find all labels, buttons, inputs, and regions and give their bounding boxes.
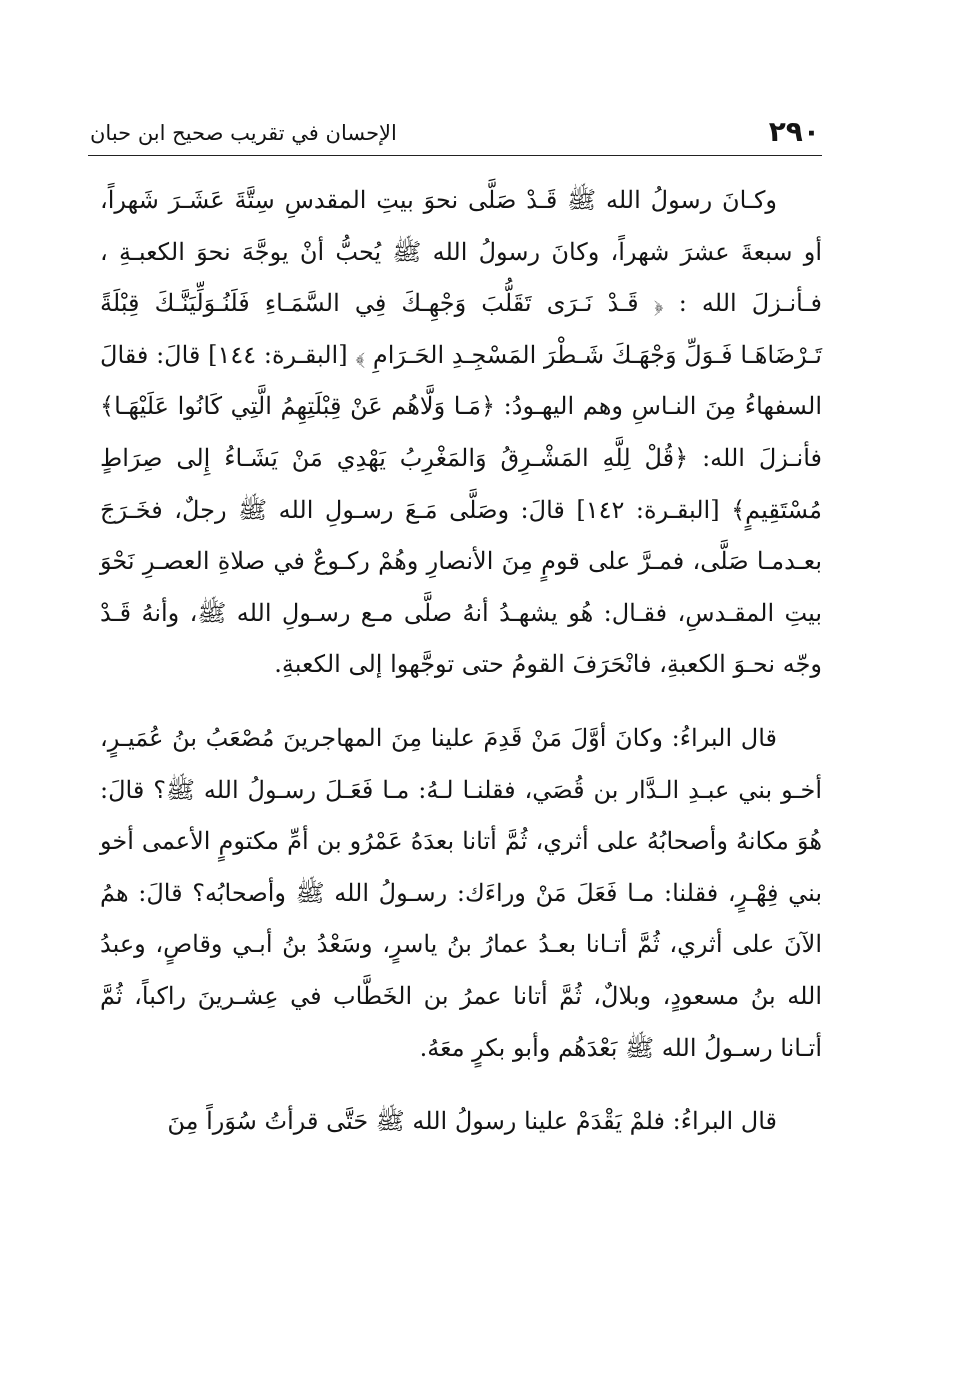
paragraph-2: قال البراءُ: وكانَ أوَّلَ مَنْ قَدِمَ علينا مِنَ المهاجرينَ مُصْعَبُ بنُ عُمَيـرٍ، أخـو بني عبـدِ الـدَّار بن قُصَي، فقلنـا لـهُ: مـا فَعَـلَ رسـولُ الله ﷺ؟ قالَ: هُوَ مكانهُ وأصحابُهُ على أثري، ثُمَّ أتانا بعدَهُ عَمْرُو بن أمِّ مكتومٍ الأعمى أخو بني فِهْـرٍ، فقلنا: مـا فَعَلَ مَنْ وراءَك: رسـولُ الله ﷺ وأصحابُه؟ قالَ: همُ الآنَ على أثري، ثُمَّ أتـانا بعـدُ عمارُ بنُ ياسرٍ، وسَعْدُ بنُ أبـي وقاصٍ، وعبدُ الله بنُ مسعودٍ، وبلالٌ، ثُمَّ أتانا عمرُ بن الخَطَّاب في عِشـرينَ راكباً، ثُمَّ أتـانا رسـولُ الله ﷺ بَعْدَهُم وأبو بكرٍ معَهُ. — [100, 723, 822, 1062]
header-divider — [88, 155, 822, 156]
paragraph-3: قال البراءُ: فلمْ يَقْدَمْ علينا رسولُ الله ﷺ حَتَّى قرأتُ سُوَراً مِنَ — [167, 1107, 777, 1136]
book-title: الإحسان في تقريب صحيح ابن حبان — [90, 121, 397, 145]
running-header — [90, 112, 820, 152]
body-text — [100, 175, 822, 1148]
paragraph-1: وكـانَ رسولُ الله ﷺ قَـدْ صَلَّى نحوَ بيتِ المقدسِ سِتَّةَ عَشَـرَ شَهراً، أو سبعةَ عشرَ شهراً، وكانَ رسولُ الله ﷺ يُحبُّ أنْ يوجَّهَ نحوَ الكعبـةِ ، فـأنـزلَ الله : ﴿ قَـدْ نَـرَى تَقَلُّبَ وَجْهِـكَ فِي السَّمَـاءِ فَلَنُـوَلِّيَنَّـكَ قِبْلَةً تَـرْضَاهَـا فَـوَلِّ وَجْهَـكَ شَـطْرَ المَسْجِـدِ الحَـرَامِ ﴾ [البقـرة: ١٤٤] قالَ: فقالَ السفهاءُ مِنَ النـاسِ وهم اليهـودُ: ﴿مَـا وَلَّاهُم عَنْ قِبْلَتِهِمُ الَّتِي كَانُوا عَلَيْهَـا﴾ فأنـزلَ الله: ﴿قُلْ لِلَّهِ المَشْـرِقُ وَالمَغْرِبُ يَهْدِي مَنْ يَشَـاءُ إِلى صِرَاطٍ مُسْتَقِيمٍ﴾ [البقـرة: ١٤٢] قالَ: وصَلَّى مَـعَ رسـولِ الله ﷺ رجلٌ، فخَـرَجَ بعـدمـا صَلَّى، فمـرَّ على قومٍ مِنَ الأنصارِ وهُمْ ركـوعٌ في صلاةِ العصـرِ نَحْوَ بيتِ المقـدسِ، فقـال: هُو يشهـدُ أنهُ صلَّى مـع رسـولِ الله ﷺ، وأنهُ قَـدْ وجّه نحـوَ الكعبةِ، فانْحَرَفَ القومُ حتى توجَّهوا إلى الكعبةِ. — [100, 186, 823, 679]
page-number: ٢٩٠ — [768, 115, 820, 148]
